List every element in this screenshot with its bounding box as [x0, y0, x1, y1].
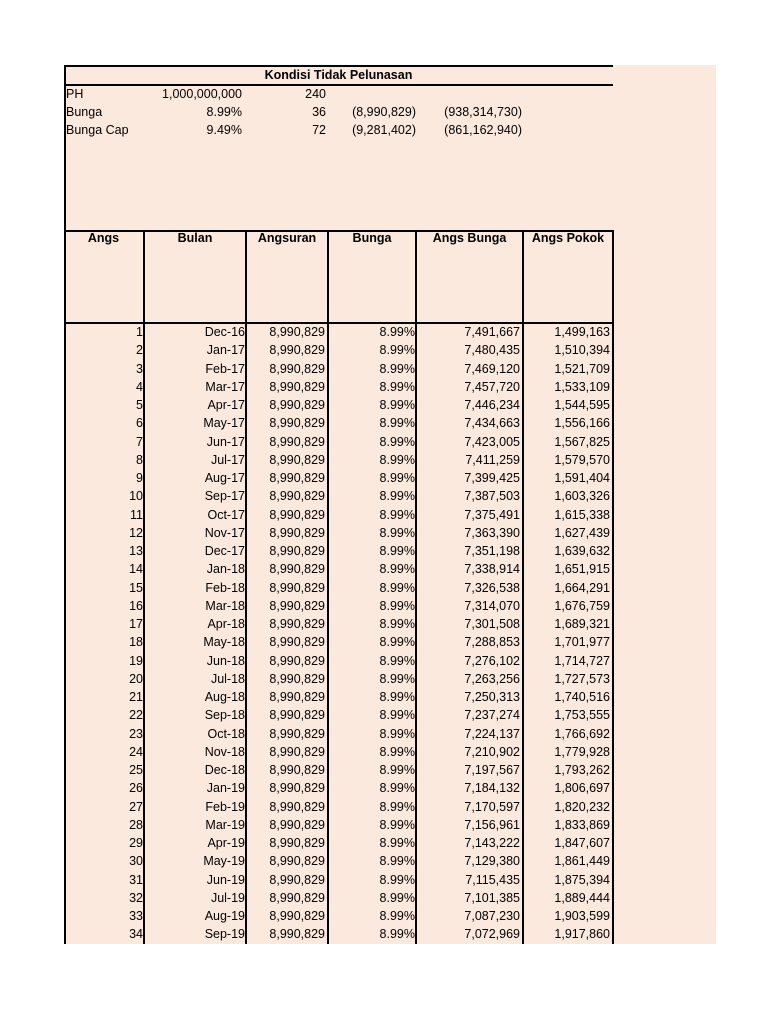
cell-bulan: Oct-18: [207, 726, 245, 741]
cell-bunga: 8.99%: [379, 398, 415, 412]
cell-angsuran: 8,990,829: [269, 434, 325, 449]
table-row: [0, 652, 768, 670]
cell-bunga: 8.99%: [379, 598, 415, 613]
table-row: [0, 779, 768, 797]
cell-angs-bunga: 7,276,102: [464, 653, 520, 668]
cell-angs-bunga: 7,338,914: [464, 562, 520, 577]
cell-bunga: 8.99%: [379, 416, 415, 431]
cell-angs-pokok: 1,753,555: [554, 708, 610, 723]
cell-angs-pokok: 1,664,291: [554, 580, 610, 595]
cell-angsuran: 8,990,829: [269, 635, 325, 650]
cell-angs-bunga: 7,387,503: [464, 489, 520, 504]
cell-angs-bunga: 7,072,969: [464, 927, 520, 942]
cell-angs-bunga: 7,399,425: [464, 471, 520, 485]
summary-label-bunga: Bunga: [66, 105, 103, 119]
cell-angs-bunga: 7,434,663: [464, 416, 520, 431]
cell-angs-pokok: 1,793,262: [554, 763, 610, 777]
table-row: [0, 615, 768, 633]
cell-angs-pokok: 1,766,692: [554, 726, 610, 741]
cell-bunga: 8.99%: [379, 690, 415, 704]
column-header-angs-pokok: Angs Pokok: [524, 231, 614, 324]
cell-angsuran: 8,990,829: [269, 452, 325, 467]
cell-bunga: 8.99%: [379, 799, 415, 814]
cell-bulan: May-19: [203, 854, 245, 869]
cell-angsuran: 8,990,829: [269, 379, 325, 394]
cell-angs-bunga: 7,224,137: [464, 726, 520, 741]
cell-angs-pokok: 1,603,326: [554, 489, 610, 504]
table-row: [0, 871, 768, 889]
table-row: [0, 341, 768, 359]
cell-angs: 9: [136, 471, 143, 485]
cell-angsuran: 8,990,829: [269, 781, 325, 796]
cell-angs-bunga: 7,156,961: [464, 817, 520, 832]
cell-angs: 1: [136, 325, 143, 339]
sheet-title: Kondisi Tidak Pelunasan: [264, 68, 413, 82]
table-row: [0, 378, 768, 396]
cell-angs: 34: [129, 927, 143, 942]
cell-angs: 32: [129, 890, 143, 905]
cell-bulan: Jan-17: [206, 343, 245, 358]
cell-bulan: Feb-17: [205, 361, 245, 376]
cell-angsuran: 8,990,829: [269, 690, 325, 704]
summary-payment-bunga-cap: (9,281,402): [352, 123, 416, 137]
cell-bulan: Jun-18: [206, 653, 245, 668]
table-row: [0, 670, 768, 688]
cell-angsuran: 8,990,829: [269, 927, 325, 942]
cell-angs-pokok: 1,779,928: [554, 744, 610, 759]
cell-angs-pokok: 1,651,915: [554, 562, 610, 577]
cell-angsuran: 8,990,829: [269, 489, 325, 504]
cell-bunga: 8.99%: [379, 325, 415, 339]
cell-angs: 4: [136, 379, 143, 394]
table-row: [0, 542, 768, 560]
cell-bulan: Feb-18: [205, 580, 245, 595]
cell-bunga: 8.99%: [379, 671, 415, 686]
cell-bunga: 8.99%: [379, 471, 415, 485]
cell-bunga: 8.99%: [379, 525, 415, 540]
summary-label-ph: PH: [66, 87, 84, 101]
cell-angs-pokok: 1,521,709: [554, 361, 610, 376]
cell-angs-pokok: 1,676,759: [554, 598, 610, 613]
cell-bulan: Apr-18: [207, 617, 245, 631]
cell-angs: 11: [130, 507, 143, 522]
cell-bunga: 8.99%: [379, 890, 415, 905]
cell-angsuran: 8,990,829: [269, 507, 325, 522]
cell-bunga: 8.99%: [379, 580, 415, 595]
cell-angs-bunga: 7,143,222: [464, 836, 520, 850]
cell-bunga: 8.99%: [379, 379, 415, 394]
cell-angs-bunga: 7,375,491: [464, 507, 520, 522]
table-row: [0, 725, 768, 743]
cell-bulan: May-18: [203, 635, 245, 650]
cell-angs-pokok: 1,556,166: [554, 416, 610, 431]
cell-angs: 19: [129, 653, 143, 668]
cell-angs-pokok: 1,875,394: [554, 872, 610, 887]
cell-bunga: 8.99%: [379, 653, 415, 668]
cell-bulan: Jun-19: [206, 872, 245, 887]
cell-bunga: 8.99%: [379, 854, 415, 869]
table-row: [0, 907, 768, 925]
cell-angsuran: 8,990,829: [269, 544, 325, 558]
cell-angsuran: 8,990,829: [269, 562, 325, 577]
cell-angs: 33: [129, 909, 143, 923]
cell-angsuran: 8,990,829: [269, 598, 325, 613]
cell-angs: 22: [129, 708, 143, 723]
cell-angs-pokok: 1,639,632: [554, 544, 610, 558]
cell-bulan: Aug-19: [204, 909, 245, 923]
cell-angs-pokok: 1,510,394: [554, 343, 610, 358]
cell-bunga: 8.99%: [379, 726, 415, 741]
cell-bulan: Aug-17: [204, 471, 245, 485]
cell-angsuran: 8,990,829: [269, 416, 325, 431]
cell-angs-bunga: 7,115,435: [465, 872, 520, 887]
cell-bulan: Dec-16: [204, 325, 245, 339]
cell-bunga: 8.99%: [379, 617, 415, 631]
cell-angs: 7: [136, 434, 143, 449]
table-row: [0, 506, 768, 524]
cell-bulan: Dec-17: [204, 544, 245, 558]
cell-angs-pokok: 1,861,449: [554, 854, 610, 869]
cell-bulan: Apr-17: [207, 398, 245, 412]
cell-angs: 28: [129, 817, 143, 832]
cell-angs: 2: [136, 343, 143, 358]
cell-angs-bunga: 7,457,720: [464, 379, 520, 394]
cell-angs-pokok: 1,701,977: [554, 635, 610, 650]
cell-angs-pokok: 1,591,404: [554, 471, 610, 485]
cell-bunga: 8.99%: [379, 817, 415, 832]
cell-angs-pokok: 1,889,444: [554, 890, 610, 905]
cell-bunga: 8.99%: [379, 836, 415, 850]
cell-bunga: 8.99%: [379, 452, 415, 467]
cell-bulan: May-17: [203, 416, 245, 431]
cell-angs: 8: [136, 452, 143, 467]
table-row: [0, 834, 768, 852]
cell-bunga: 8.99%: [379, 507, 415, 522]
column-header-angs-bunga: Angs Bunga: [417, 231, 524, 324]
cell-angsuran: 8,990,829: [269, 361, 325, 376]
cell-angsuran: 8,990,829: [269, 726, 325, 741]
cell-angsuran: 8,990,829: [269, 525, 325, 540]
cell-bulan: Jan-19: [206, 781, 245, 796]
table-row: [0, 633, 768, 651]
cell-bunga: 8.99%: [379, 361, 415, 376]
cell-angs-pokok: 1,903,599: [554, 909, 610, 923]
cell-angsuran: 8,990,829: [269, 580, 325, 595]
cell-angsuran: 8,990,829: [269, 854, 325, 869]
cell-angsuran: 8,990,829: [269, 653, 325, 668]
cell-angs-bunga: 7,250,313: [464, 690, 520, 704]
cell-angs-pokok: 1,533,109: [554, 379, 610, 394]
cell-bunga: 8.99%: [379, 927, 415, 942]
cell-bulan: Apr-19: [207, 836, 245, 850]
cell-bunga: 8.99%: [379, 781, 415, 796]
cell-angs-bunga: 7,210,902: [464, 744, 520, 759]
cell-angs-bunga: 7,411,259: [465, 452, 520, 467]
cell-angs-bunga: 7,363,390: [464, 525, 520, 540]
cell-angs: 31: [129, 872, 143, 887]
table-row: [0, 560, 768, 578]
cell-angs: 24: [129, 744, 143, 759]
cell-bunga: 8.99%: [379, 562, 415, 577]
table-row: [0, 524, 768, 542]
cell-angs: 10: [129, 489, 143, 504]
cell-angs: 17: [129, 617, 143, 631]
cell-angsuran: 8,990,829: [269, 909, 325, 923]
cell-angsuran: 8,990,829: [269, 398, 325, 412]
cell-angs-pokok: 1,806,697: [554, 781, 610, 796]
cell-angs-bunga: 7,326,538: [464, 580, 520, 595]
cell-bulan: Aug-18: [204, 690, 245, 704]
cell-angs-bunga: 7,288,853: [464, 635, 520, 650]
column-header-bunga: Bunga: [329, 231, 417, 324]
cell-angsuran: 8,990,829: [269, 471, 325, 485]
cell-angsuran: 8,990,829: [269, 325, 325, 339]
cell-angs-pokok: 1,740,516: [554, 690, 610, 704]
cell-bunga: 8.99%: [379, 763, 415, 777]
cell-angsuran: 8,990,829: [269, 890, 325, 905]
table-row: [0, 487, 768, 505]
cell-angs-bunga: 7,314,070: [464, 598, 520, 613]
cell-angs-pokok: 1,544,595: [554, 398, 610, 412]
cell-bulan: Mar-17: [205, 379, 245, 394]
cell-angs: 14: [129, 562, 143, 577]
table-row: [0, 688, 768, 706]
cell-bunga: 8.99%: [379, 489, 415, 504]
cell-bunga: 8.99%: [379, 635, 415, 650]
cell-angs: 26: [129, 781, 143, 796]
table-row: [0, 925, 768, 943]
cell-bulan: Sep-19: [204, 927, 245, 942]
summary-value-ph: 1,000,000,000: [162, 87, 242, 101]
cell-angs-bunga: 7,469,120: [464, 361, 520, 376]
cell-angs: 23: [129, 726, 143, 741]
cell-angs-bunga: 7,184,132: [464, 781, 520, 796]
table-row: [0, 889, 768, 907]
cell-angs-bunga: 7,301,508: [464, 617, 520, 631]
column-header-angsuran: Angsuran: [247, 231, 329, 324]
cell-angsuran: 8,990,829: [269, 708, 325, 723]
table-row: [0, 761, 768, 779]
cell-angs-bunga: 7,446,234: [464, 398, 520, 412]
summary-label-bunga-cap: Bunga Cap: [66, 123, 129, 137]
summary-value-bunga-cap: 9.49%: [206, 123, 242, 137]
cell-angs-pokok: 1,847,607: [554, 836, 610, 850]
cell-bulan: Oct-17: [207, 507, 245, 522]
cell-angs-pokok: 1,917,860: [554, 927, 610, 942]
cell-bunga: 8.99%: [379, 343, 415, 358]
cell-angs-bunga: 7,101,385: [464, 890, 520, 905]
cell-bulan: Jul-18: [210, 671, 245, 686]
table-row: [0, 579, 768, 597]
cell-bulan: Nov-18: [204, 744, 245, 759]
table-row: [0, 597, 768, 615]
cell-angsuran: 8,990,829: [269, 343, 325, 358]
cell-angs: 29: [129, 836, 143, 850]
cell-bulan: Jul-19: [210, 890, 245, 905]
table-row: [0, 360, 768, 378]
summary-total-bunga-cap: (861,162,940): [444, 123, 522, 137]
cell-bunga: 8.99%: [379, 708, 415, 723]
cell-angs-pokok: 1,627,439: [554, 525, 610, 540]
cell-angsuran: 8,990,829: [269, 744, 325, 759]
cell-angs-bunga: 7,170,597: [464, 799, 520, 814]
cell-angs-pokok: 1,833,869: [554, 817, 610, 832]
cell-angs-pokok: 1,727,573: [554, 671, 610, 686]
cell-angsuran: 8,990,829: [269, 799, 325, 814]
summary-total-bunga: (938,314,730): [444, 105, 522, 119]
cell-bunga: 8.99%: [379, 434, 415, 449]
cell-angs: 13: [129, 544, 143, 558]
cell-angs-bunga: 7,197,567: [464, 763, 520, 777]
cell-angs: 30: [129, 854, 143, 869]
cell-angs-pokok: 1,567,825: [554, 434, 610, 449]
cell-angs: 12: [129, 525, 143, 540]
cell-angs-pokok: 1,499,163: [554, 325, 610, 339]
cell-bunga: 8.99%: [379, 544, 415, 558]
summary-value-bunga: 8.99%: [206, 105, 242, 119]
cell-angsuran: 8,990,829: [269, 872, 325, 887]
table-row: [0, 396, 768, 414]
column-header-angs: Angs: [64, 231, 145, 324]
cell-bulan: Jul-17: [210, 452, 245, 467]
cell-angs-bunga: 7,480,435: [464, 343, 520, 358]
cell-angs-bunga: 7,423,005: [464, 434, 520, 449]
cell-angs: 27: [129, 799, 143, 814]
cell-angs-bunga: 7,351,198: [464, 544, 520, 558]
cell-angs-pokok: 1,820,232: [554, 799, 610, 814]
table-row: [0, 414, 768, 432]
cell-bunga: 8.99%: [379, 872, 415, 887]
cell-bulan: Mar-19: [205, 817, 245, 832]
cell-angsuran: 8,990,829: [269, 817, 325, 832]
summary-payment-bunga: (8,990,829): [352, 105, 416, 119]
cell-bunga: 8.99%: [379, 909, 415, 923]
cell-angs-bunga: 7,087,230: [464, 909, 520, 923]
cell-bunga: 8.99%: [379, 744, 415, 759]
cell-bulan: Sep-18: [204, 708, 245, 723]
cell-angs-bunga: 7,263,256: [464, 671, 520, 686]
cell-bulan: Feb-19: [205, 799, 245, 814]
cell-angs: 3: [136, 361, 143, 376]
cell-angsuran: 8,990,829: [269, 836, 325, 850]
cell-angsuran: 8,990,829: [269, 617, 325, 631]
cell-angs: 20: [129, 671, 143, 686]
cell-bulan: Sep-17: [204, 489, 245, 504]
table-row: [0, 323, 768, 341]
cell-angs: 6: [136, 416, 143, 431]
cell-angs-bunga: 7,129,380: [464, 854, 520, 869]
cell-angs-pokok: 1,579,570: [554, 452, 610, 467]
cell-angs: 16: [129, 598, 143, 613]
cell-angsuran: 8,990,829: [269, 763, 325, 777]
cell-bulan: Jun-17: [206, 434, 245, 449]
summary-term-ph: 240: [305, 87, 326, 101]
summary-term-bunga: 36: [312, 105, 326, 119]
cell-angs: 21: [129, 690, 143, 704]
table-row: [0, 433, 768, 451]
cell-angs-bunga: 7,237,274: [464, 708, 520, 723]
table-row: [0, 798, 768, 816]
cell-angs: 18: [129, 635, 143, 650]
cell-bulan: Dec-18: [204, 763, 245, 777]
table-row: [0, 469, 768, 487]
cell-bulan: Jan-18: [206, 562, 245, 577]
cell-angs-pokok: 1,714,727: [554, 653, 610, 668]
cell-angs-bunga: 7,491,667: [464, 325, 520, 339]
cell-angsuran: 8,990,829: [269, 671, 325, 686]
table-row: [0, 852, 768, 870]
cell-angs: 5: [136, 398, 143, 412]
summary-term-bunga-cap: 72: [312, 123, 326, 137]
table-row: [0, 706, 768, 724]
cell-bulan: Nov-17: [204, 525, 245, 540]
cell-angs: 25: [129, 763, 143, 777]
cell-bulan: Mar-18: [205, 598, 245, 613]
cell-angs-pokok: 1,615,338: [554, 507, 610, 522]
table-row: [0, 816, 768, 834]
column-header-bulan: Bulan: [145, 231, 247, 324]
cell-angs-pokok: 1,689,321: [554, 617, 610, 631]
table-row: [0, 743, 768, 761]
table-row: [0, 451, 768, 469]
cell-angs: 15: [129, 580, 143, 595]
